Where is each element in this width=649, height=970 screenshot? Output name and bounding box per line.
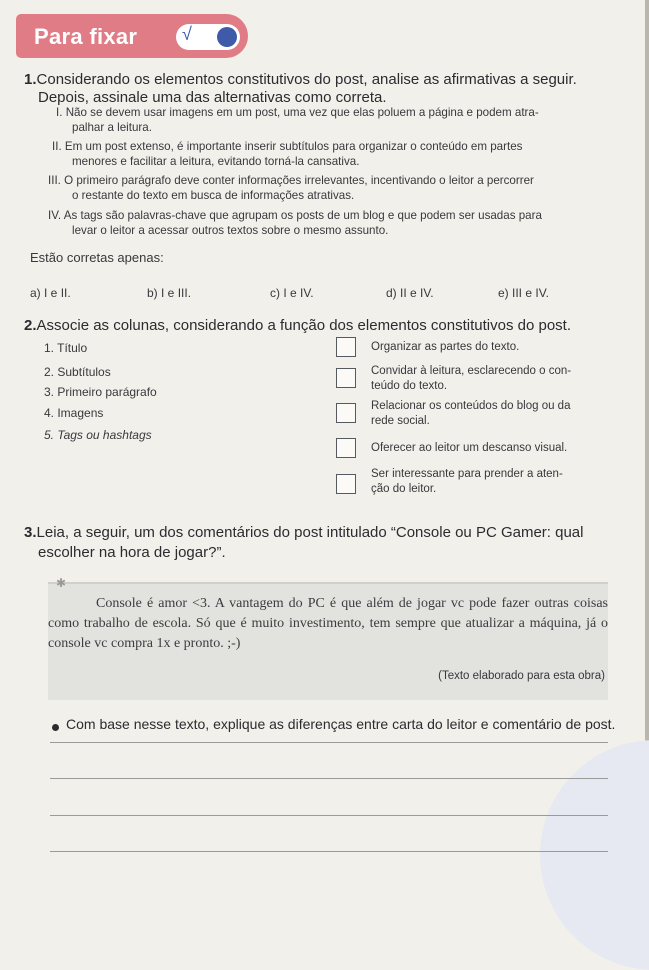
source-note: (Texto elaborado para esta obra): [438, 670, 605, 682]
statement-2: [52, 140, 522, 155]
q1-number: 1.: [24, 71, 37, 88]
statement-line: As tags são palavras-chave que agrupam os posts de um blog e que podem ser usadas para: [63, 209, 542, 222]
check-toggle-icon: [176, 24, 240, 50]
statement-1: [56, 106, 539, 121]
bullet-instruction: Com base nesse texto, explique as diferenças entre carta do leitor e comentário de post.: [66, 716, 616, 732]
option-b[interactable]: b) I e III.: [147, 286, 192, 300]
answer-line[interactable]: [50, 815, 608, 816]
statement-roman: II.: [52, 140, 62, 153]
statement-line: Não se devem usar imagens em um post, uma vez que elas poluem a página e podem atra-: [65, 106, 539, 119]
q3-title: [24, 523, 583, 542]
q2-title-text: Associe as colunas, considerando a função dos elementos constitutivos do post.: [36, 317, 572, 334]
q3-title-line2: escolher na hora de jogar?”.: [38, 544, 226, 561]
statement-line: palhar a leitura.: [72, 121, 152, 134]
option-a[interactable]: a) I e II.: [30, 286, 71, 300]
statement-roman: IV.: [48, 209, 62, 222]
option-e[interactable]: e) III e IV.: [498, 286, 549, 300]
right-column-item: rede social.: [371, 415, 430, 427]
checkmark-icon: √: [182, 24, 192, 44]
decorative-circle: [540, 740, 649, 970]
statement-4: [48, 209, 542, 224]
section-title: Para fixar: [34, 24, 138, 49]
answer-box[interactable]: [336, 474, 356, 494]
right-column-item: teúdo do texto.: [371, 380, 448, 392]
left-column-item: 1. Título: [44, 341, 88, 355]
answer-line[interactable]: [50, 851, 608, 852]
statement-roman: I.: [56, 106, 63, 119]
right-column-item: Ser interessante para prender a aten-: [371, 468, 563, 480]
right-column-item: Relacionar os conteúdos do blog ou da: [371, 400, 571, 412]
left-column-item: 3. Primeiro parágrafo: [44, 385, 157, 399]
left-column-item: 5. Tags ou hashtags: [44, 428, 152, 442]
right-column-item: Organizar as partes do texto.: [371, 341, 520, 353]
q3-title-line1: Leia, a seguir, um dos comentários do post intitulado “Console ou PC Gamer: qual: [36, 524, 584, 541]
option-c[interactable]: c) I e IV.: [270, 286, 314, 300]
right-column-item: ção do leitor.: [371, 483, 437, 495]
answer-box[interactable]: [336, 337, 356, 357]
q1-title: [24, 70, 577, 89]
left-column-item: 2. Subtítulos: [44, 365, 111, 379]
left-column-item: 4. Imagens: [44, 406, 104, 420]
toggle-knob-icon: [217, 27, 237, 47]
q3-number: 3.: [24, 524, 37, 541]
q2-number: 2.: [24, 317, 37, 334]
q1-title-line1: Considerando os elementos constitutivos do post, analise as afirmativas a seguir.: [36, 71, 577, 88]
statement-3: [48, 174, 534, 189]
statement-line: o restante do texto em busca de informações atrativas.: [72, 189, 355, 202]
statement-line: menores e facilitar a leitura, evitando torná-la cansativa.: [72, 155, 360, 168]
right-column-item: Convidar à leitura, esclarecendo o con-: [371, 365, 572, 377]
answer-line[interactable]: [50, 778, 608, 779]
answer-box[interactable]: [336, 368, 356, 388]
bullet-icon: [52, 724, 59, 731]
statement-roman: III.: [48, 174, 61, 187]
answer-box[interactable]: [336, 403, 356, 423]
right-column-item: Oferecer ao leitor um descanso visual.: [371, 442, 568, 454]
option-d[interactable]: d) II e IV.: [386, 286, 434, 300]
q1-title-line2: Depois, assinale uma das alternativas como correta.: [38, 89, 387, 106]
q1-prompt: Estão corretas apenas:: [30, 250, 164, 265]
comment-text: Console é amor <3. A vantagem do PC é que além de jogar vc pode fazer outras coisas como trabalho de escola. Só que é muito investimento, tem sempre que atualizar a máquina, já o console vc compra 1x e pronto. ;-): [48, 596, 608, 651]
star-icon: ✱: [56, 576, 67, 590]
answer-line[interactable]: [50, 742, 608, 743]
statement-line: levar o leitor a acessar outros textos sobre o mesmo assunto.: [72, 224, 389, 237]
statement-line: O primeiro parágrafo deve conter informações irrelevantes, incentivando o leitor a percorrer: [64, 174, 534, 187]
answer-box[interactable]: [336, 438, 356, 458]
q2-title: [24, 316, 571, 335]
statement-line: Em um post extenso, é importante inserir subtítulos para organizar o conteúdo em partes: [64, 140, 523, 153]
